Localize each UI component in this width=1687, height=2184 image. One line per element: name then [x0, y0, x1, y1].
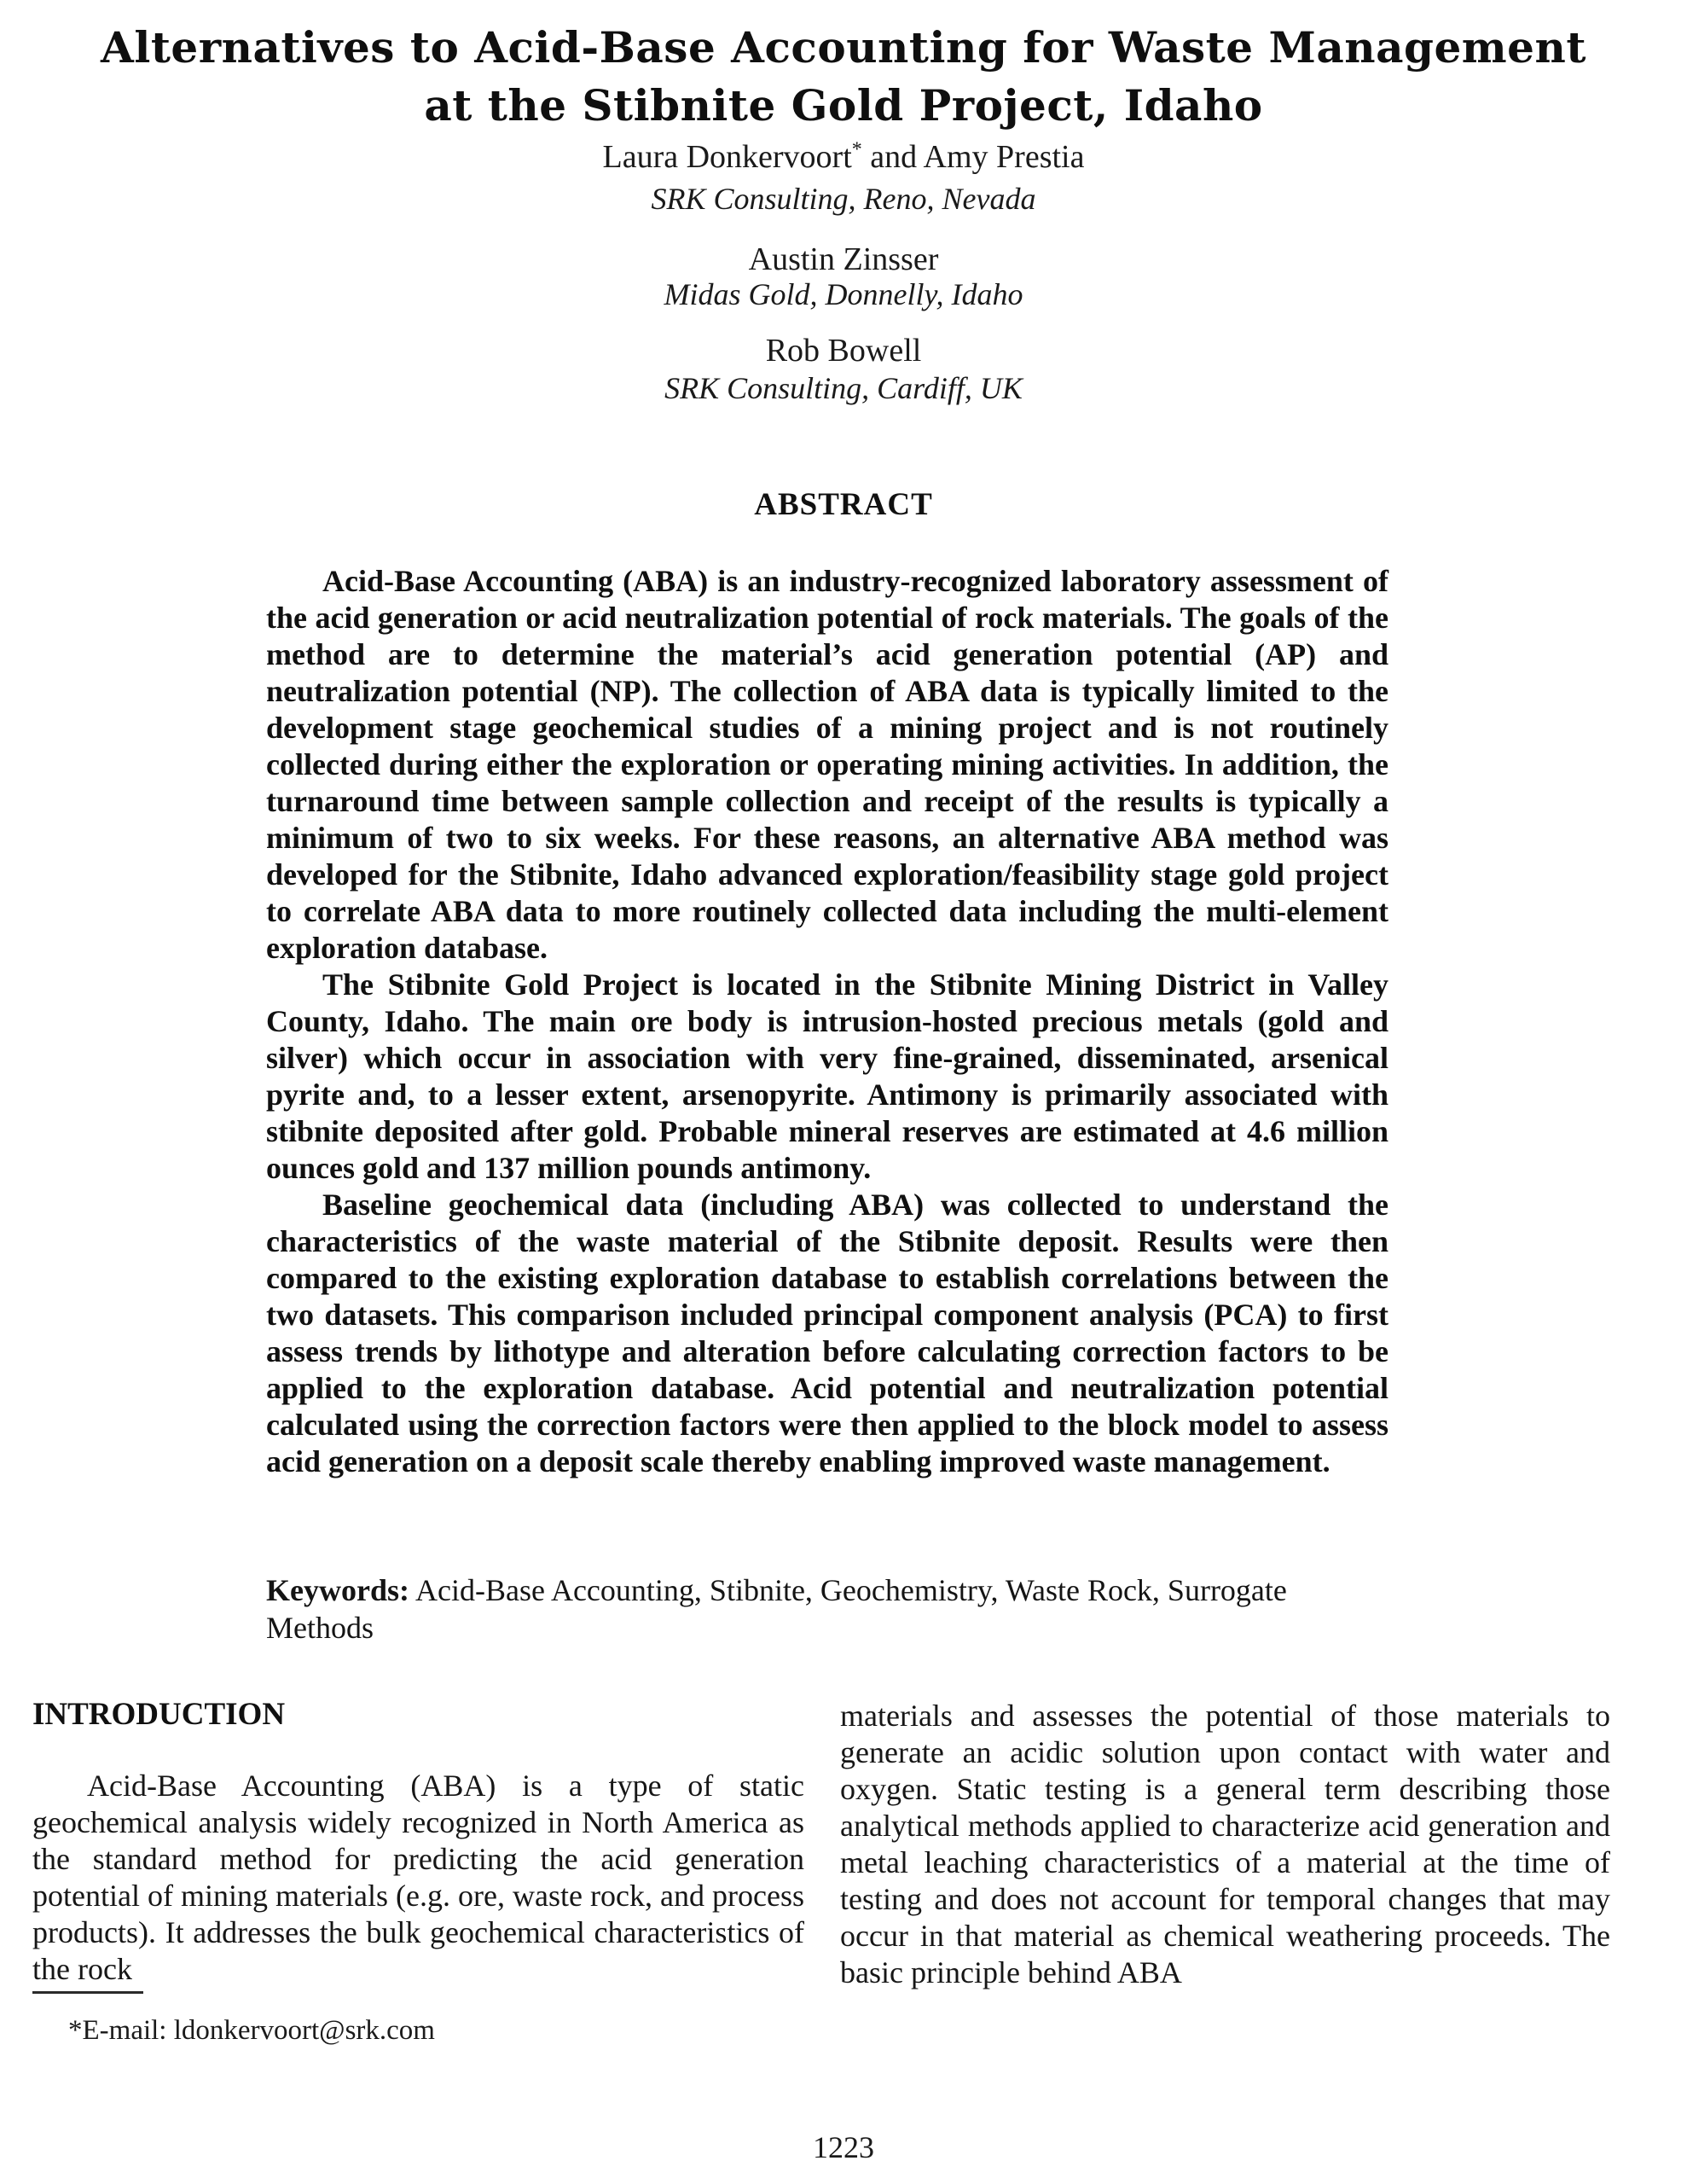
- keywords-line: [266, 1571, 1388, 1647]
- author-1-name: Laura Donkervoort: [602, 139, 852, 175]
- author-line-2: Austin Zinsser: [748, 241, 939, 277]
- keywords-label: Keywords:: [266, 1573, 409, 1607]
- author-1-affiliation: SRK Consulting, Reno, Nevada: [651, 182, 1036, 216]
- left-column: [32, 1696, 804, 1988]
- paper-title-line-1: Alternatives to Acid-Base Accounting for Waste Management: [101, 22, 1586, 73]
- right-column: [840, 1698, 1610, 1991]
- introduction-paragraph: Acid-Base Accounting (ABA) is a type of static geochemical analysis widely recognized in North America as the standard method for predicting the acid generation potential of mining materials (e.g. ore, waste rock, and process products). It addresses the bulk geochemical characteristics of the rock: [32, 1769, 804, 1986]
- abstract-heading: ABSTRACT: [754, 487, 933, 522]
- page-number: 1223: [813, 2130, 874, 2164]
- paper-title: [0, 19, 1687, 135]
- author-3-affiliation: SRK Consulting, Cardiff, UK: [664, 371, 1023, 405]
- author-1-coauthors: and Amy Prestia: [861, 139, 1085, 175]
- paper-title-line-2: at the Stibnite Gold Project, Idaho: [424, 80, 1263, 131]
- footnote-email: *E-mail: ldonkervoort@srk.com: [68, 2015, 435, 2046]
- author-footnote-mark: *: [851, 138, 862, 161]
- abstract-paragraph-1: Acid-Base Accounting (ABA) is an industry-recognized laboratory assessment of the acid generation or acid neutralization potential of rock materials. The goals of the method are to determine the material’s acid generation potential (AP) and neutralization potential (NP). The collection of ABA data is typically limited to the development stage geochemical studies of a mining project and is not routinely collected during either the exploration or operating mining activities. In addition, the turnaround time between sample collection and receipt of the results is typically a minimum of two to six weeks. For these reasons, an alternative ABA method was developed for the Stibnite, Idaho advanced exploration/feasibility stage gold project to correlate ABA data to more routinely collected data including the multi-element exploration database.: [266, 564, 1388, 965]
- author-line-1: [0, 137, 1687, 177]
- abstract-paragraph-3: Baseline geochemical data (including ABA) was collected to understand the characteristics of the waste material of the Stibnite deposit. Results were then compared to the existing exploration database to establish correlations between the two datasets. This comparison included principal component analysis (PCA) to first assess trends by lithotype and alteration before calculating correction factors to be applied to the exploration database. Acid potential and neutralization potential calculated using the correction factors were then applied to the block model to assess acid generation on a deposit scale thereby enabling improved waste management.: [266, 1188, 1388, 1478]
- introduction-heading: INTRODUCTION: [32, 1697, 286, 1732]
- abstract-body: [266, 563, 1388, 1480]
- keywords-text: Acid-Base Accounting, Stibnite, Geochemistry, Waste Rock, Surrogate Methods: [266, 1573, 1287, 1645]
- author-2-affiliation: Midas Gold, Donnelly, Idaho: [664, 277, 1023, 311]
- author-line-3: Rob Bowell: [765, 333, 922, 369]
- abstract-paragraph-2: The Stibnite Gold Project is located in the Stibnite Mining District in Valley County, Idaho. The main ore body is intrusion-hosted precious metals (gold and silver) which occur in association with very fine-grained, disseminated, arsenical pyrite and, to a lesser extent, arsenopyrite. Antimony is primarily associated with stibnite deposited after gold. Probable mineral reserves are estimated at 4.6 million ounces gold and 137 million pounds antimony.: [266, 967, 1388, 1185]
- footnote-divider-rule: [32, 1991, 143, 1994]
- right-column-paragraph: materials and assesses the potential of those materials to generate an acidic solution upon contact with water and oxygen. Static testing is a general term describing those analytical methods applied to characterize acid generation and metal leaching characteristics of a material at the time of testing and does not account for temporal changes that may occur in that material as chemical weathering proceeds. The basic principle behind ABA: [840, 1699, 1610, 1989]
